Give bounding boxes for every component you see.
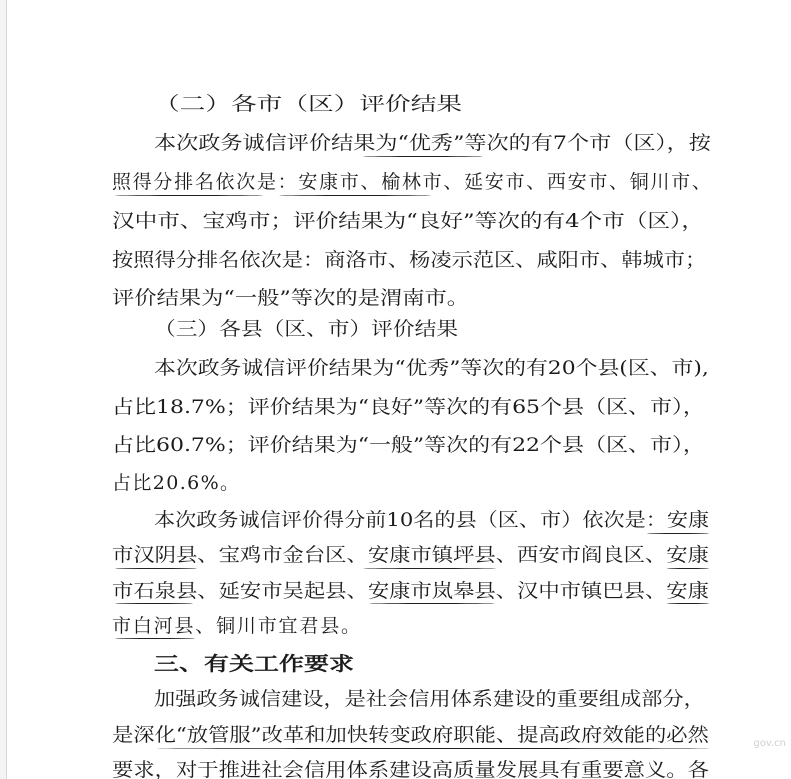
paragraph-line: 市汉阴县、宝鸡市金台区、安康市镇坪县、西安市阎良区、安康 (112, 544, 709, 566)
paragraph-line: 按照得分排名依次是：商洛市、杨凌示范区、咸阳市、韩城市； (112, 249, 707, 271)
watermark: gov.cn (753, 738, 786, 749)
paragraph-line: 占比20.6%。 (112, 472, 241, 494)
paragraph-line: 加强政务诚信建设，是社会信用体系建设的重要组成部分， (154, 688, 705, 710)
handwritten-underline (115, 568, 197, 569)
paragraph-line: 本次政务诚信评价得分前10名的县（区、市）依次是：安康 (154, 509, 710, 531)
paragraph-line: 要求，对于推进社会信用体系建设高质量发展具有重要意义。各 (112, 759, 709, 779)
handwritten-underline (115, 603, 193, 604)
paragraph-line: 占比18.7%；评价结果为“良好”等次的有65个县（区、市）， (112, 396, 705, 418)
paragraph-line: 本次政务诚信评价结果为“优秀”等次的有7个市（区），按 (154, 132, 711, 154)
paragraph-line: 占比60.7%；评价结果为“一般”等次的有22个县（区、市）， (112, 434, 705, 456)
paragraph-line: 市石泉县、延安市吴起县、安康市岚皋县、汉中市镇巴县、安康 (112, 580, 709, 602)
handwritten-underline (667, 603, 709, 604)
section-heading-counties: （三）各县（区、市）评价结果 (154, 318, 459, 340)
handwritten-underline (647, 533, 709, 534)
handwritten-underline (115, 638, 195, 639)
handwritten-underline (363, 156, 483, 157)
paragraph-line: 评价结果为“一般”等次的是渭南市。 (112, 287, 470, 309)
document-page (6, 0, 791, 779)
paragraph-line: 本次政务诚信评价结果为“优秀”等次的有20个县(区、市), (154, 357, 709, 379)
handwritten-underline (115, 195, 263, 196)
paragraph-line: 是深化“放管服”改革和加快转变政府职能、提高政府效能的必然 (112, 724, 709, 746)
paragraph-line: 市白河县、铜川市宜君县。 (112, 615, 362, 637)
paragraph-line: 照得分排名依次是：安康市、榆林市、延安市、西安市、铜川市、 (112, 171, 713, 193)
section-heading-cities: （二）各市（区）评价结果 (154, 93, 463, 115)
handwritten-underline (363, 568, 496, 569)
paragraph-line: 汉中市、宝鸡市；评价结果为“良好”等次的有4个市（区）， (112, 210, 704, 232)
handwritten-underline (667, 568, 709, 569)
handwritten-underline (155, 748, 711, 749)
handwritten-underline (279, 195, 431, 196)
handwritten-underline (369, 603, 495, 604)
section-heading-requirements: 三、有关工作要求 (154, 653, 355, 675)
